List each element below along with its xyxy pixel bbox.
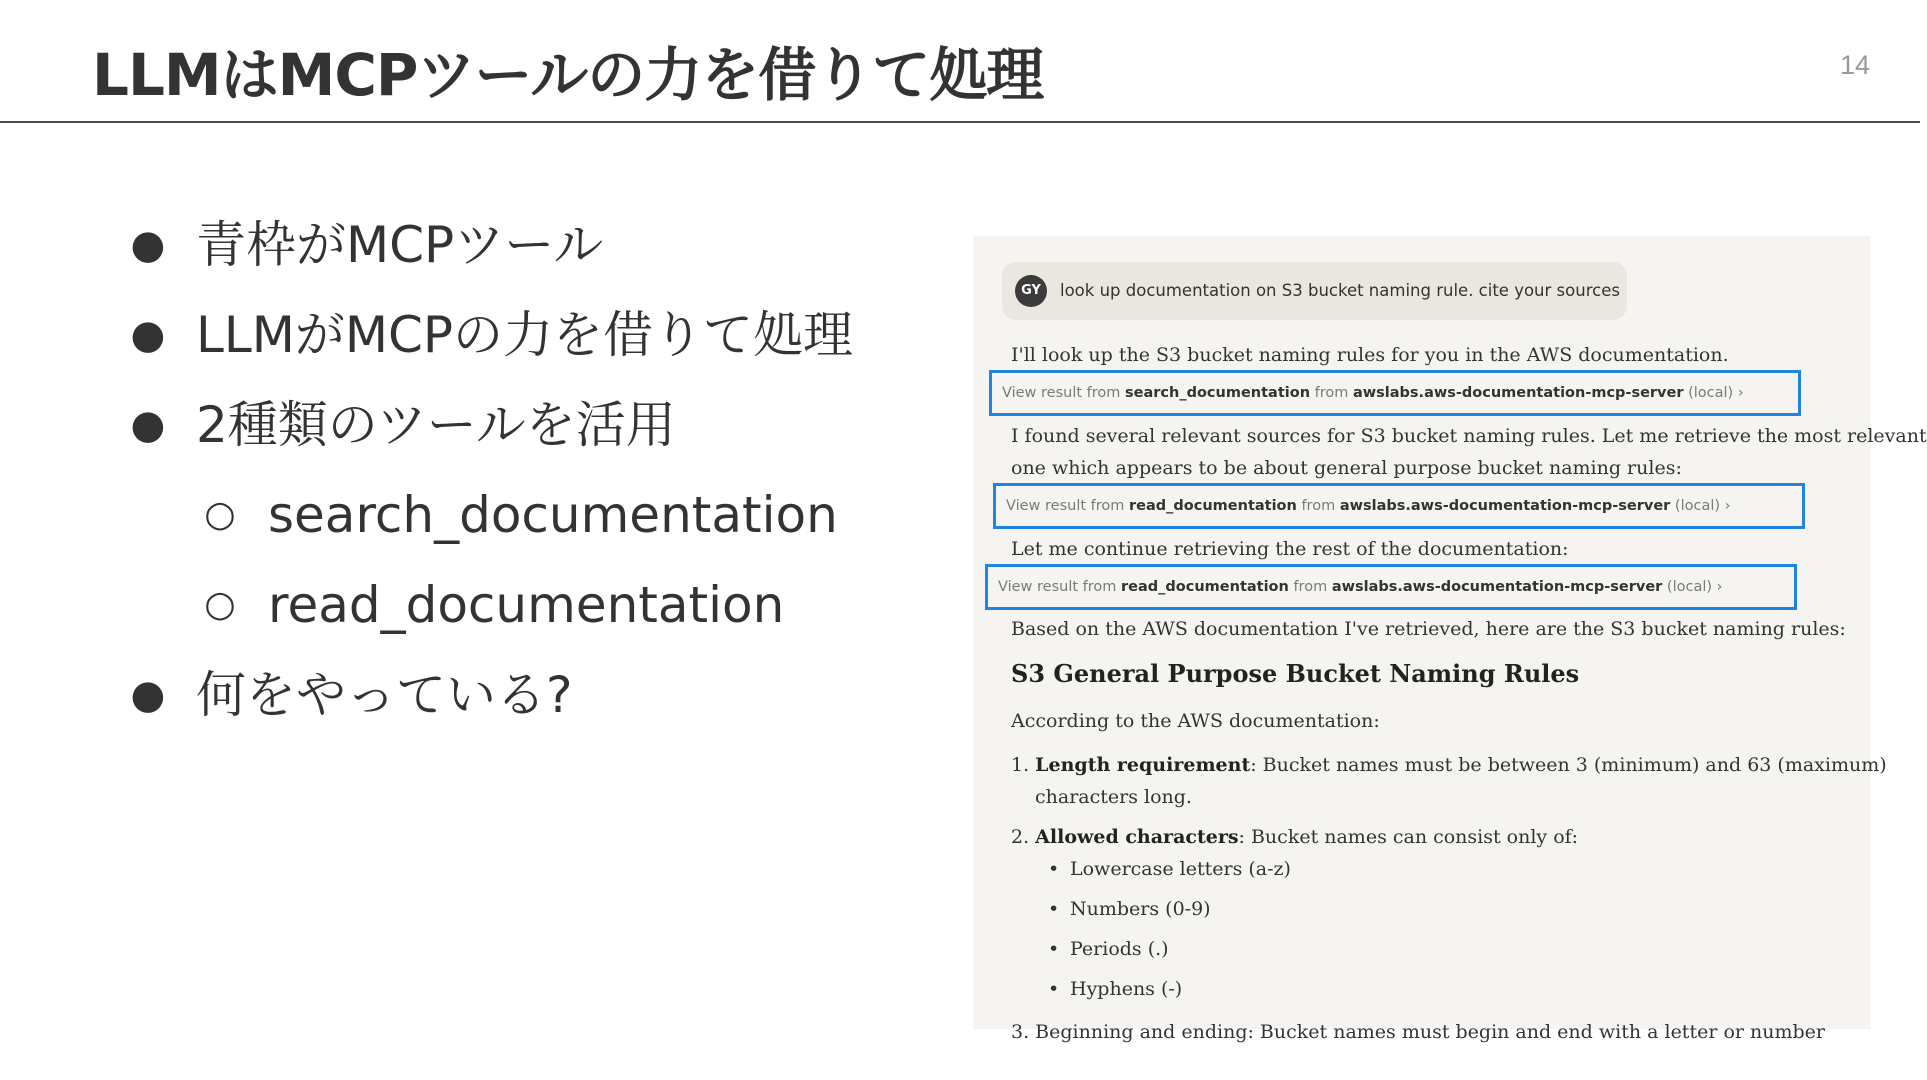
rule-item-cutoff: 3. Beginning and ending: Bucket names must begin and end with a letter or number xyxy=(1011,1021,1825,1043)
bullet-item xyxy=(128,200,928,290)
sub-bullet-item xyxy=(128,560,928,650)
bullet-marker: ● xyxy=(130,222,166,268)
bullet-text: 青枠がMCPツール xyxy=(196,216,604,274)
sub-bullet-text: search_documentation xyxy=(268,486,838,544)
sub-bullet-text: read_documentation xyxy=(268,576,785,634)
slide-header xyxy=(0,0,1920,123)
bullet-marker: ● xyxy=(130,402,166,448)
tool-result-read-documentation[interactable] xyxy=(985,564,1797,610)
list-item: • Periods (.) xyxy=(1048,938,1169,960)
assistant-text: Let me continue retrieving the rest of the documentation: xyxy=(1011,538,1569,560)
rule-item-continuation: characters long. xyxy=(1035,786,1192,808)
page-number: 14 xyxy=(1839,50,1870,80)
tool-result-label: View result from search_documentation from awslabs.aws-documentation-mcp-server (local) › xyxy=(1002,385,1744,401)
avatar: GY xyxy=(1015,275,1047,307)
bullet-item xyxy=(128,380,928,470)
list-item: • Numbers (0-9) xyxy=(1048,898,1211,920)
answer-heading: S3 General Purpose Bucket Naming Rules xyxy=(1011,659,1580,688)
user-prompt-text: look up documentation on S3 bucket naming rule. cite your sources xyxy=(1060,281,1620,300)
assistant-text: I'll look up the S3 bucket naming rules for you in the AWS documentation. xyxy=(1011,344,1729,366)
bullet-item xyxy=(128,290,928,380)
tool-result-label: View result from read_documentation from awslabs.aws-documentation-mcp-server (local) › xyxy=(998,579,1723,595)
bullet-text: 2種類のツールを活用 xyxy=(196,396,676,454)
list-item: • Hyphens (-) xyxy=(1048,978,1183,1000)
rule-item: 1. Length requirement: Bucket names must be between 3 (minimum) and 63 (maximum) xyxy=(1011,754,1887,776)
tool-result-search-documentation[interactable] xyxy=(989,370,1801,416)
list-item: • Lowercase letters (a-z) xyxy=(1048,858,1291,880)
assistant-text: According to the AWS documentation: xyxy=(1011,710,1380,732)
bullet-list xyxy=(128,200,928,740)
bullet-text: 何をやっている? xyxy=(196,666,573,724)
assistant-text: one which appears to be about general purpose bucket naming rules: xyxy=(1011,457,1682,479)
user-prompt-bubble xyxy=(1002,262,1627,320)
slide-title: LLMはMCPツールの力を借りて処理 xyxy=(92,41,1044,109)
sub-bullet-marker: ○ xyxy=(204,494,236,535)
bullet-item xyxy=(128,650,928,740)
chat-screenshot xyxy=(973,236,1927,1043)
rule-item: 2. Allowed characters: Bucket names can consist only of: xyxy=(1011,826,1579,848)
tool-result-read-documentation[interactable] xyxy=(993,483,1805,529)
sub-bullet-item xyxy=(128,470,928,560)
sub-bullet-marker: ○ xyxy=(204,584,236,625)
bullet-marker: ● xyxy=(130,312,166,358)
assistant-text: I found several relevant sources for S3 bucket naming rules. Let me retrieve the most relevant xyxy=(1011,425,1927,447)
bullet-marker: ● xyxy=(130,672,166,718)
tool-result-label: View result from read_documentation from awslabs.aws-documentation-mcp-server (local) › xyxy=(1006,498,1731,514)
assistant-text: Based on the AWS documentation I've retrieved, here are the S3 bucket naming rules: xyxy=(1011,618,1846,640)
bullet-text: LLMがMCPの力を借りて処理 xyxy=(196,306,854,364)
